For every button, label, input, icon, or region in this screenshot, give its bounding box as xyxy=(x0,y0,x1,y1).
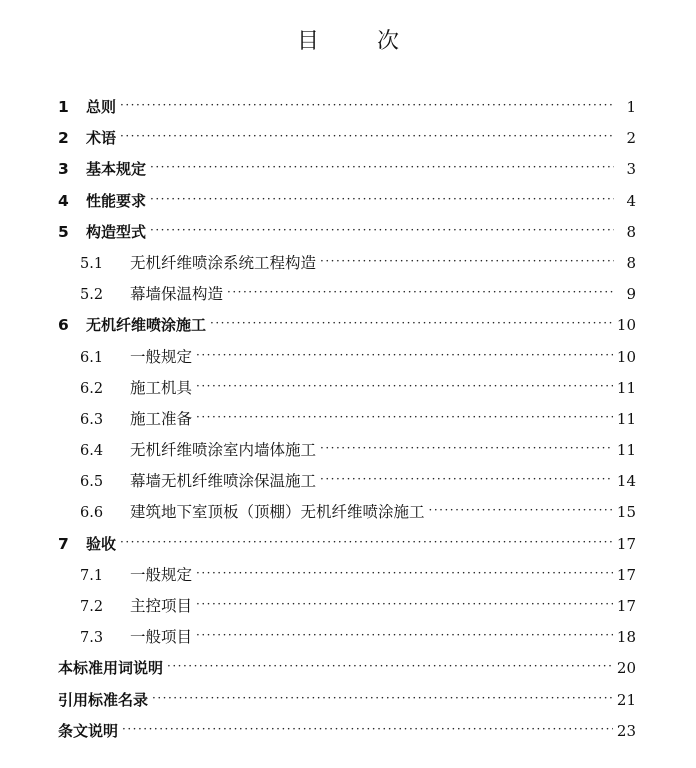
toc-entry-number: 6 xyxy=(58,316,69,335)
toc-entry-page: 4 xyxy=(626,191,636,210)
toc-leader-dots xyxy=(196,340,613,371)
toc-leader-dots xyxy=(120,90,614,121)
toc-entry-page: 9 xyxy=(626,285,636,304)
toc-list xyxy=(58,92,636,747)
toc-entry-label: 性能要求 xyxy=(86,191,147,210)
toc-entry-page: 11 xyxy=(616,441,636,460)
toc-entry-page: 18 xyxy=(616,628,636,647)
toc-entry-page: 11 xyxy=(616,409,636,428)
toc-entry-label: 主控项目 xyxy=(130,597,193,615)
toc-leader-dots xyxy=(150,152,614,183)
toc-entry-number: 7.1 xyxy=(80,567,104,584)
toc-entry-page: 17 xyxy=(616,597,636,615)
toc-entry-label: 基本规定 xyxy=(86,160,147,179)
toc-entry-page: 17 xyxy=(616,534,636,553)
toc-entry-label: 本标准用词说明 xyxy=(58,659,164,678)
toc-entry-label: 无机纤维喷涂施工 xyxy=(86,316,207,335)
toc-entry xyxy=(58,435,636,466)
toc-entry-number: 7 xyxy=(58,534,69,553)
toc-entry-number: 5.2 xyxy=(80,287,104,304)
toc-entry-page: 2 xyxy=(626,129,636,148)
toc-entry-label: 条文说明 xyxy=(58,721,119,740)
toc-entry-label: 一般项目 xyxy=(130,628,193,647)
toc-entry-label: 一般规定 xyxy=(130,565,193,584)
toc-leader-dots xyxy=(320,433,613,464)
toc-entry-number: 6.6 xyxy=(80,505,104,522)
toc-entry-label: 验收 xyxy=(86,534,117,553)
toc-entry xyxy=(58,591,636,622)
toc-entry xyxy=(58,310,636,341)
toc-entry xyxy=(58,497,636,528)
toc-entry-number: 5 xyxy=(58,222,69,241)
toc-entry xyxy=(58,217,636,248)
page-title: 目 次 xyxy=(296,29,417,54)
toc-leader-dots xyxy=(320,246,614,277)
toc-entry-number: 6.1 xyxy=(80,349,104,366)
toc-leader-dots xyxy=(196,620,613,651)
toc-entry-page: 3 xyxy=(626,160,636,179)
toc-entry-number: 6.4 xyxy=(80,443,104,460)
toc-entry-label: 一般规定 xyxy=(130,347,193,366)
toc-entry-number: 5.1 xyxy=(80,255,104,272)
toc-entry-number: 6.2 xyxy=(80,380,104,397)
toc-entry-label: 引用标准名录 xyxy=(58,690,149,709)
toc-entry-page: 8 xyxy=(626,253,636,272)
toc-entry-number: 4 xyxy=(58,191,69,210)
toc-entry xyxy=(58,404,636,435)
toc-entry-label: 幕墙无机纤维喷涂保温施工 xyxy=(130,472,317,491)
toc-leader-dots xyxy=(122,714,613,745)
toc-entry-label: 施工机具 xyxy=(130,378,193,397)
toc-leader-dots xyxy=(120,121,614,152)
toc-entry xyxy=(58,716,636,747)
toc-leader-dots xyxy=(196,371,613,402)
toc-entry-page: 23 xyxy=(616,721,636,740)
toc-entry-page: 10 xyxy=(616,316,636,335)
toc-entry xyxy=(58,466,636,497)
toc-entry-page: 11 xyxy=(616,378,636,397)
toc-leader-dots xyxy=(429,495,613,526)
toc-entry xyxy=(58,186,636,217)
toc-entry xyxy=(58,92,636,123)
toc-entry xyxy=(58,279,636,310)
toc-entry-number: 2 xyxy=(58,129,69,148)
toc-entry-label: 构造型式 xyxy=(86,222,147,241)
toc-entry-page: 10 xyxy=(616,347,636,366)
toc-leader-dots xyxy=(320,464,613,495)
toc-entry-label: 无机纤维喷涂系统工程构造 xyxy=(130,253,317,272)
toc-entry xyxy=(58,653,636,684)
toc-leader-dots xyxy=(152,683,613,714)
toc-entry-page: 17 xyxy=(616,565,636,584)
toc-entry-label: 术语 xyxy=(86,129,117,148)
toc-entry-number: 7.3 xyxy=(80,630,104,647)
toc-entry-label: 施工准备 xyxy=(130,409,193,428)
toc-leader-dots xyxy=(150,184,614,215)
toc-entry xyxy=(58,529,636,560)
toc-entry xyxy=(58,373,636,404)
toc-entry-label: 无机纤维喷涂室内墙体施工 xyxy=(130,441,317,460)
toc-entry xyxy=(58,685,636,716)
toc-entry-page: 14 xyxy=(616,472,636,491)
toc-entry xyxy=(58,622,636,653)
toc-entry-number: 1 xyxy=(58,98,69,116)
toc-entry xyxy=(58,123,636,154)
toc-entry-number: 6.3 xyxy=(80,411,104,428)
toc-leader-dots xyxy=(150,215,614,246)
toc-entry-label: 幕墙保温构造 xyxy=(130,285,224,304)
toc-entry xyxy=(58,342,636,373)
toc-leader-dots xyxy=(167,651,613,682)
toc-entry-label: 建筑地下室顶板（顶棚）无机纤维喷涂施工 xyxy=(130,503,425,522)
toc-entry-label: 总则 xyxy=(86,98,117,116)
toc-entry xyxy=(58,154,636,185)
toc-leader-dots xyxy=(210,308,613,339)
toc-leader-dots xyxy=(196,558,613,589)
toc-leader-dots xyxy=(196,402,613,433)
toc-leader-dots xyxy=(227,277,614,308)
toc-leader-dots xyxy=(196,589,613,620)
toc-entry-page: 1 xyxy=(626,98,636,116)
toc-leader-dots xyxy=(120,527,613,558)
toc-entry-page: 20 xyxy=(616,659,636,678)
toc-entry-number: 7.2 xyxy=(80,599,104,615)
toc-entry xyxy=(58,560,636,591)
toc-entry xyxy=(58,248,636,279)
toc-entry-page: 15 xyxy=(616,503,636,522)
toc-entry-number: 6.5 xyxy=(80,474,104,491)
toc-entry-page: 21 xyxy=(616,690,636,709)
toc-entry-page: 8 xyxy=(626,222,636,241)
toc-entry-number: 3 xyxy=(58,160,69,179)
